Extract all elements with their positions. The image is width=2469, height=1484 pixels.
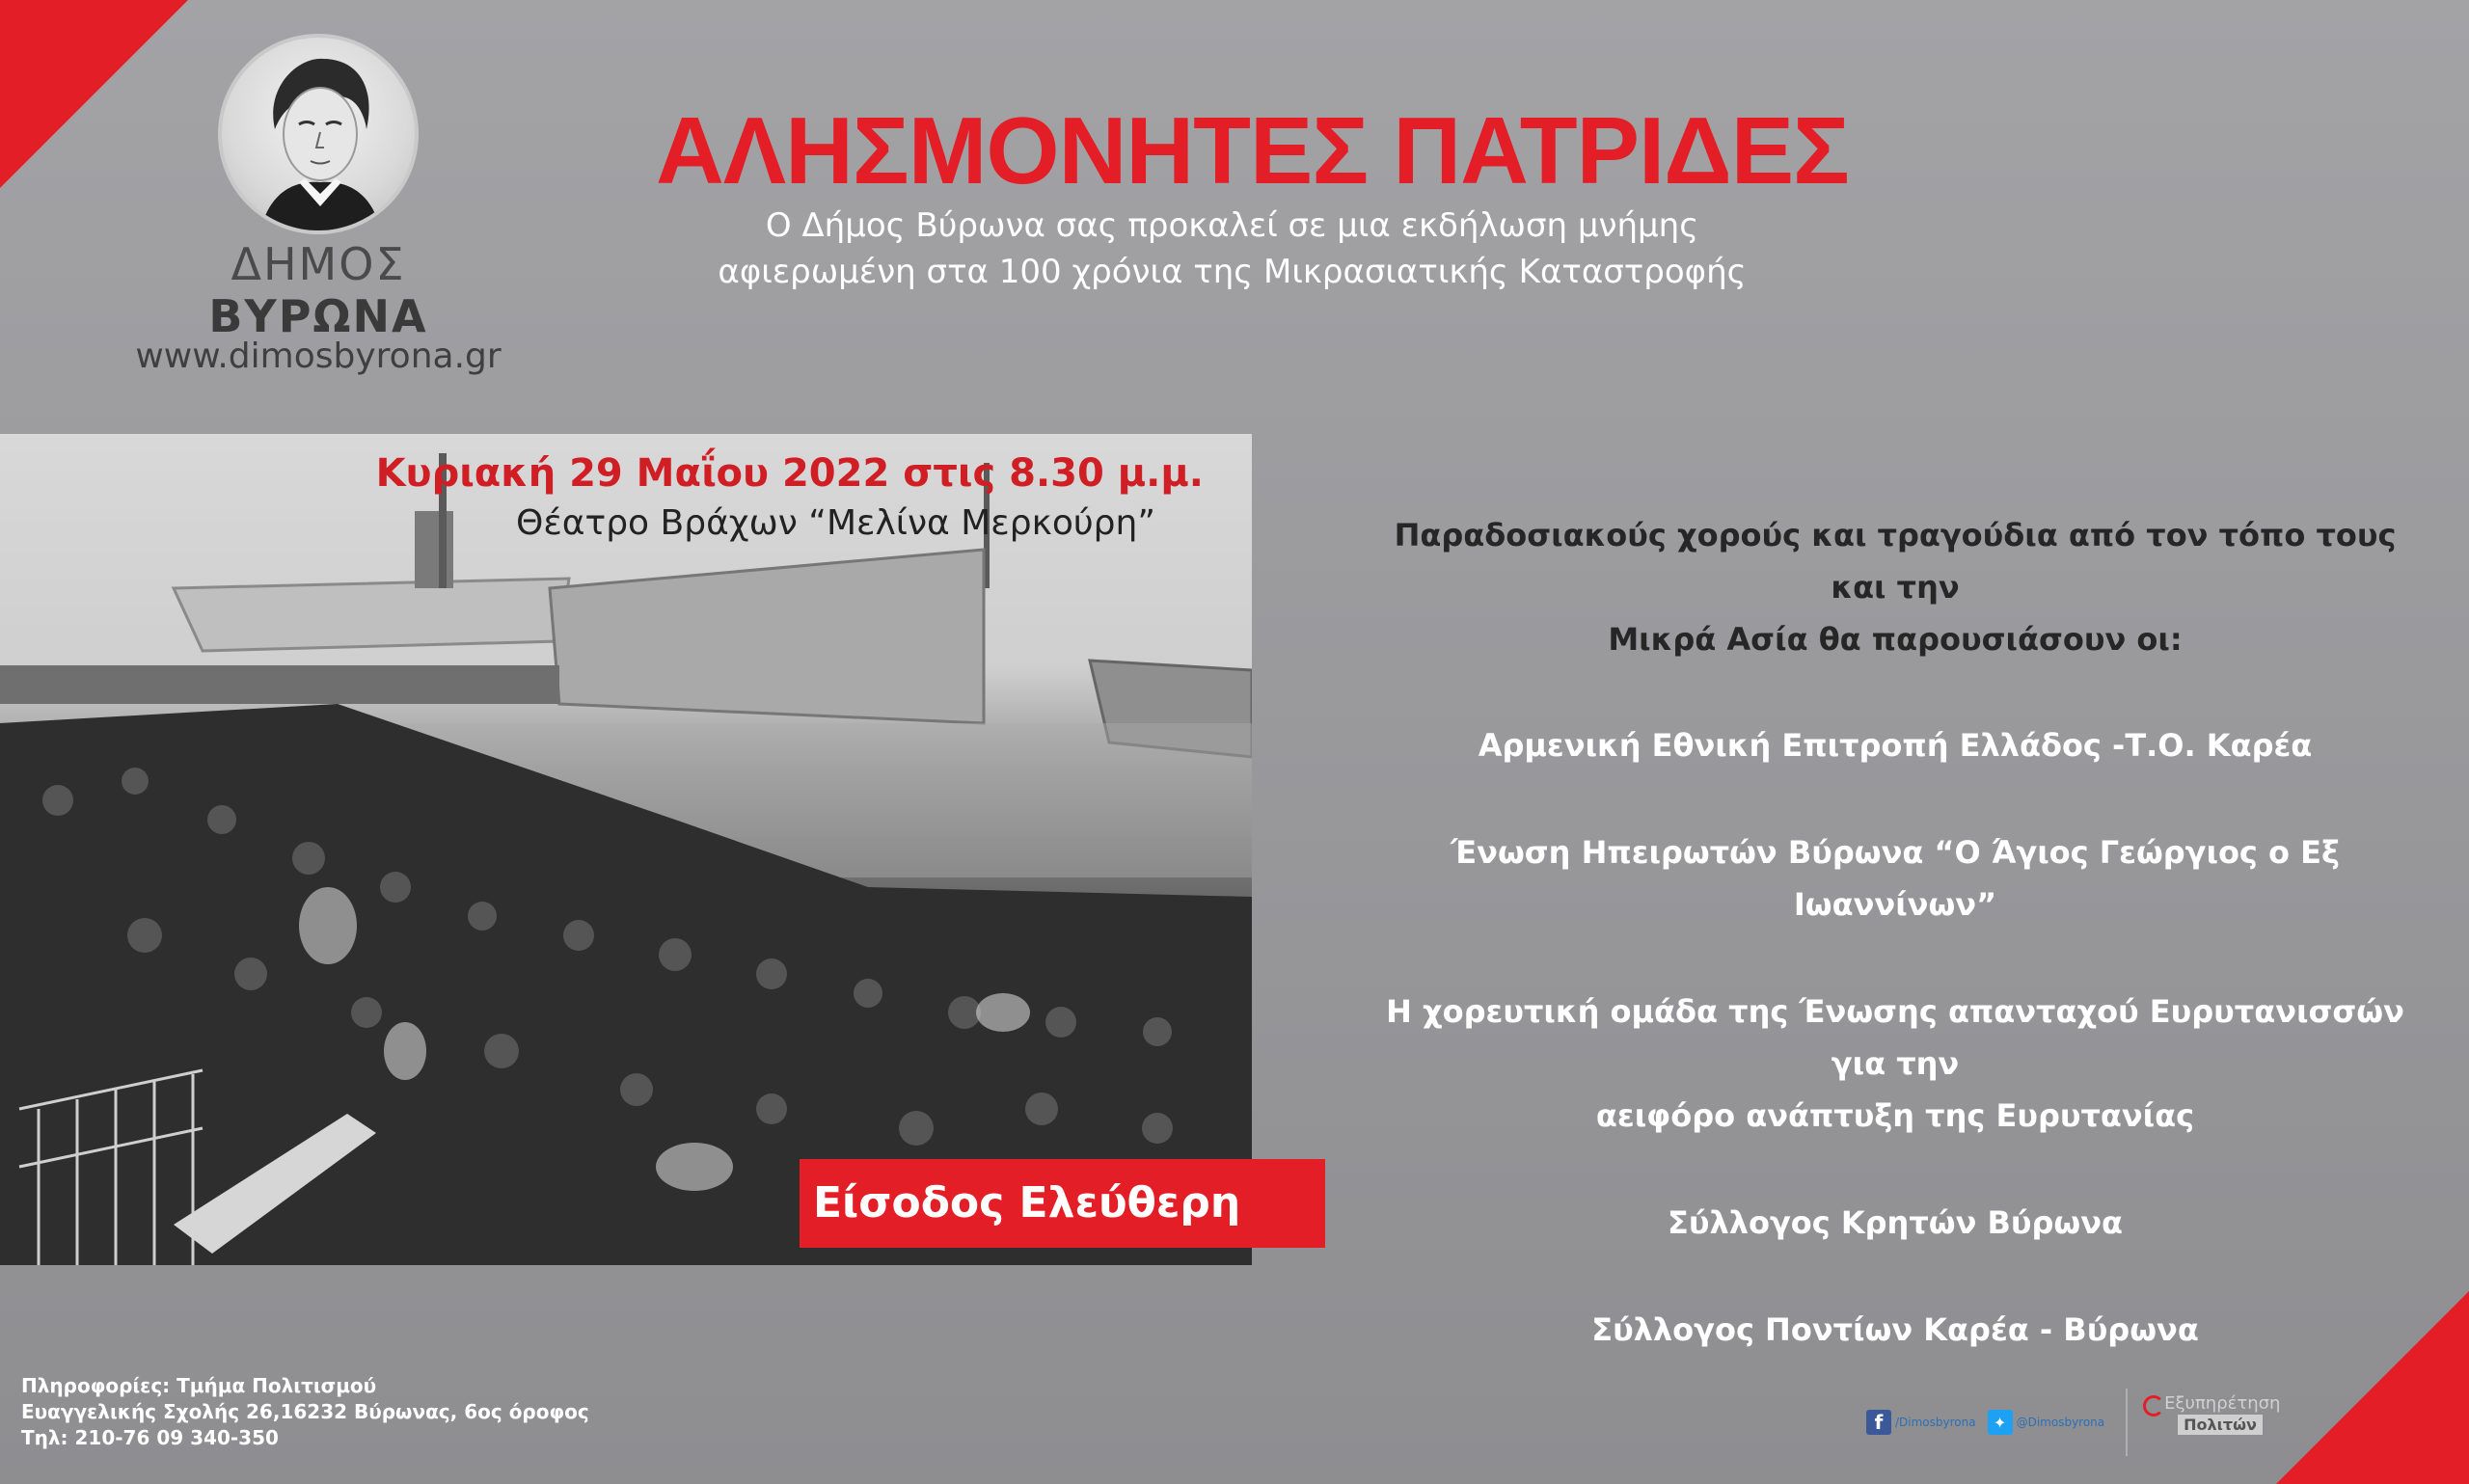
lineup-intro-line-2: Μικρά Ασία θα παρουσιάσουν οι:	[1608, 621, 2183, 658]
contact-info-address: Ευαγγελικής Σχολής 26,16232 Βύρωνας, 6ος όροφος	[21, 1400, 589, 1423]
divider	[2126, 1389, 2128, 1456]
lineup-item	[1379, 985, 2411, 1142]
social-links	[1866, 1389, 2281, 1456]
twitter-handle: @Dimosbyrona	[2016, 1416, 2105, 1429]
event-subtitle	[694, 202, 1770, 295]
municipality-name-bold: ΒΥΡΩΝΑ	[208, 290, 428, 342]
service-label-line-1: Εξυπηρέτηση	[2164, 1393, 2281, 1414]
facebook-handle: /Dimosbyrona	[1895, 1416, 1976, 1429]
facebook-icon: f	[1866, 1410, 1891, 1435]
free-entry-badge: Είσοδος Ελεύθερη	[800, 1159, 1325, 1248]
citizen-service-logo[interactable]	[2149, 1393, 2281, 1451]
event-venue: Θέατρο Βράχων “Μελίνα Μερκούρη”	[516, 503, 1155, 543]
service-label-line-2: Πολιτών	[2178, 1415, 2263, 1435]
lord-byron-portrait	[218, 34, 419, 234]
contact-info-phone: Τηλ: 210-76 09 340-350	[21, 1426, 279, 1449]
contact-info	[21, 1373, 589, 1451]
event-date: Κυριακή 29 Μαΐου 2022 στις 8.30 μ.μ.	[375, 451, 1204, 496]
historical-photo	[0, 434, 1252, 1265]
service-ring-icon	[2143, 1395, 2164, 1417]
municipality-logo[interactable]	[116, 34, 521, 376]
lineup-item-line-2: αειφόρο ανάπτυξη της Ευρυτανίας	[1595, 1097, 2195, 1134]
lineup-item: Αρμενική Εθνική Επιτροπή Ελλάδος -Τ.Ο. Καρέα	[1478, 727, 2313, 764]
municipality-name-regular: ΔΗΜΟΣ	[231, 238, 406, 290]
website-url[interactable]: www.dimosbyrona.gr	[135, 337, 502, 376]
lineup-item: Ένωση Ηπειρωτών Βύρωνα “Ο Άγιος Γεώργιος ο Εξ Ιωαννίνων”	[1451, 834, 2340, 923]
twitter-icon: ✦	[1988, 1410, 2013, 1435]
event-title: ΑΛΗΣΜΟΝΗΤΕΣ ΠΑΤΡΙΔΕΣ	[656, 97, 1849, 203]
contact-info-department: Πληροφορίες: Τμήμα Πολιτισμού	[21, 1374, 377, 1397]
lineup-item: Σύλλογος Ποντίων Καρέα - Βύρωνα	[1591, 1311, 2199, 1348]
municipality-name	[116, 238, 521, 342]
lineup-intro-line-1: Παραδοσιακούς χορούς και τραγούδια από τον τόπο τους και την	[1394, 517, 2397, 606]
performers-lineup	[1379, 509, 2411, 1411]
subtitle-line-2: αφιερωμένη στα 100 χρόνια της Μικρασιατικής Καταστροφής	[718, 253, 1747, 291]
lineup-item: Σύλλογος Κρητών Βύρωνα	[1668, 1204, 2123, 1241]
lineup-intro	[1379, 509, 2411, 665]
twitter-link[interactable]	[1988, 1410, 2105, 1435]
facebook-link[interactable]	[1866, 1410, 1976, 1435]
subtitle-line-1: Ο Δήμος Βύρωνα σας προκαλεί σε μια εκδήλωση μνήμης	[765, 206, 1699, 245]
lineup-item-line-1: Η χορευτική ομάδα της Ένωσης απανταχού Ευρυτανισσών για την	[1386, 993, 2404, 1082]
